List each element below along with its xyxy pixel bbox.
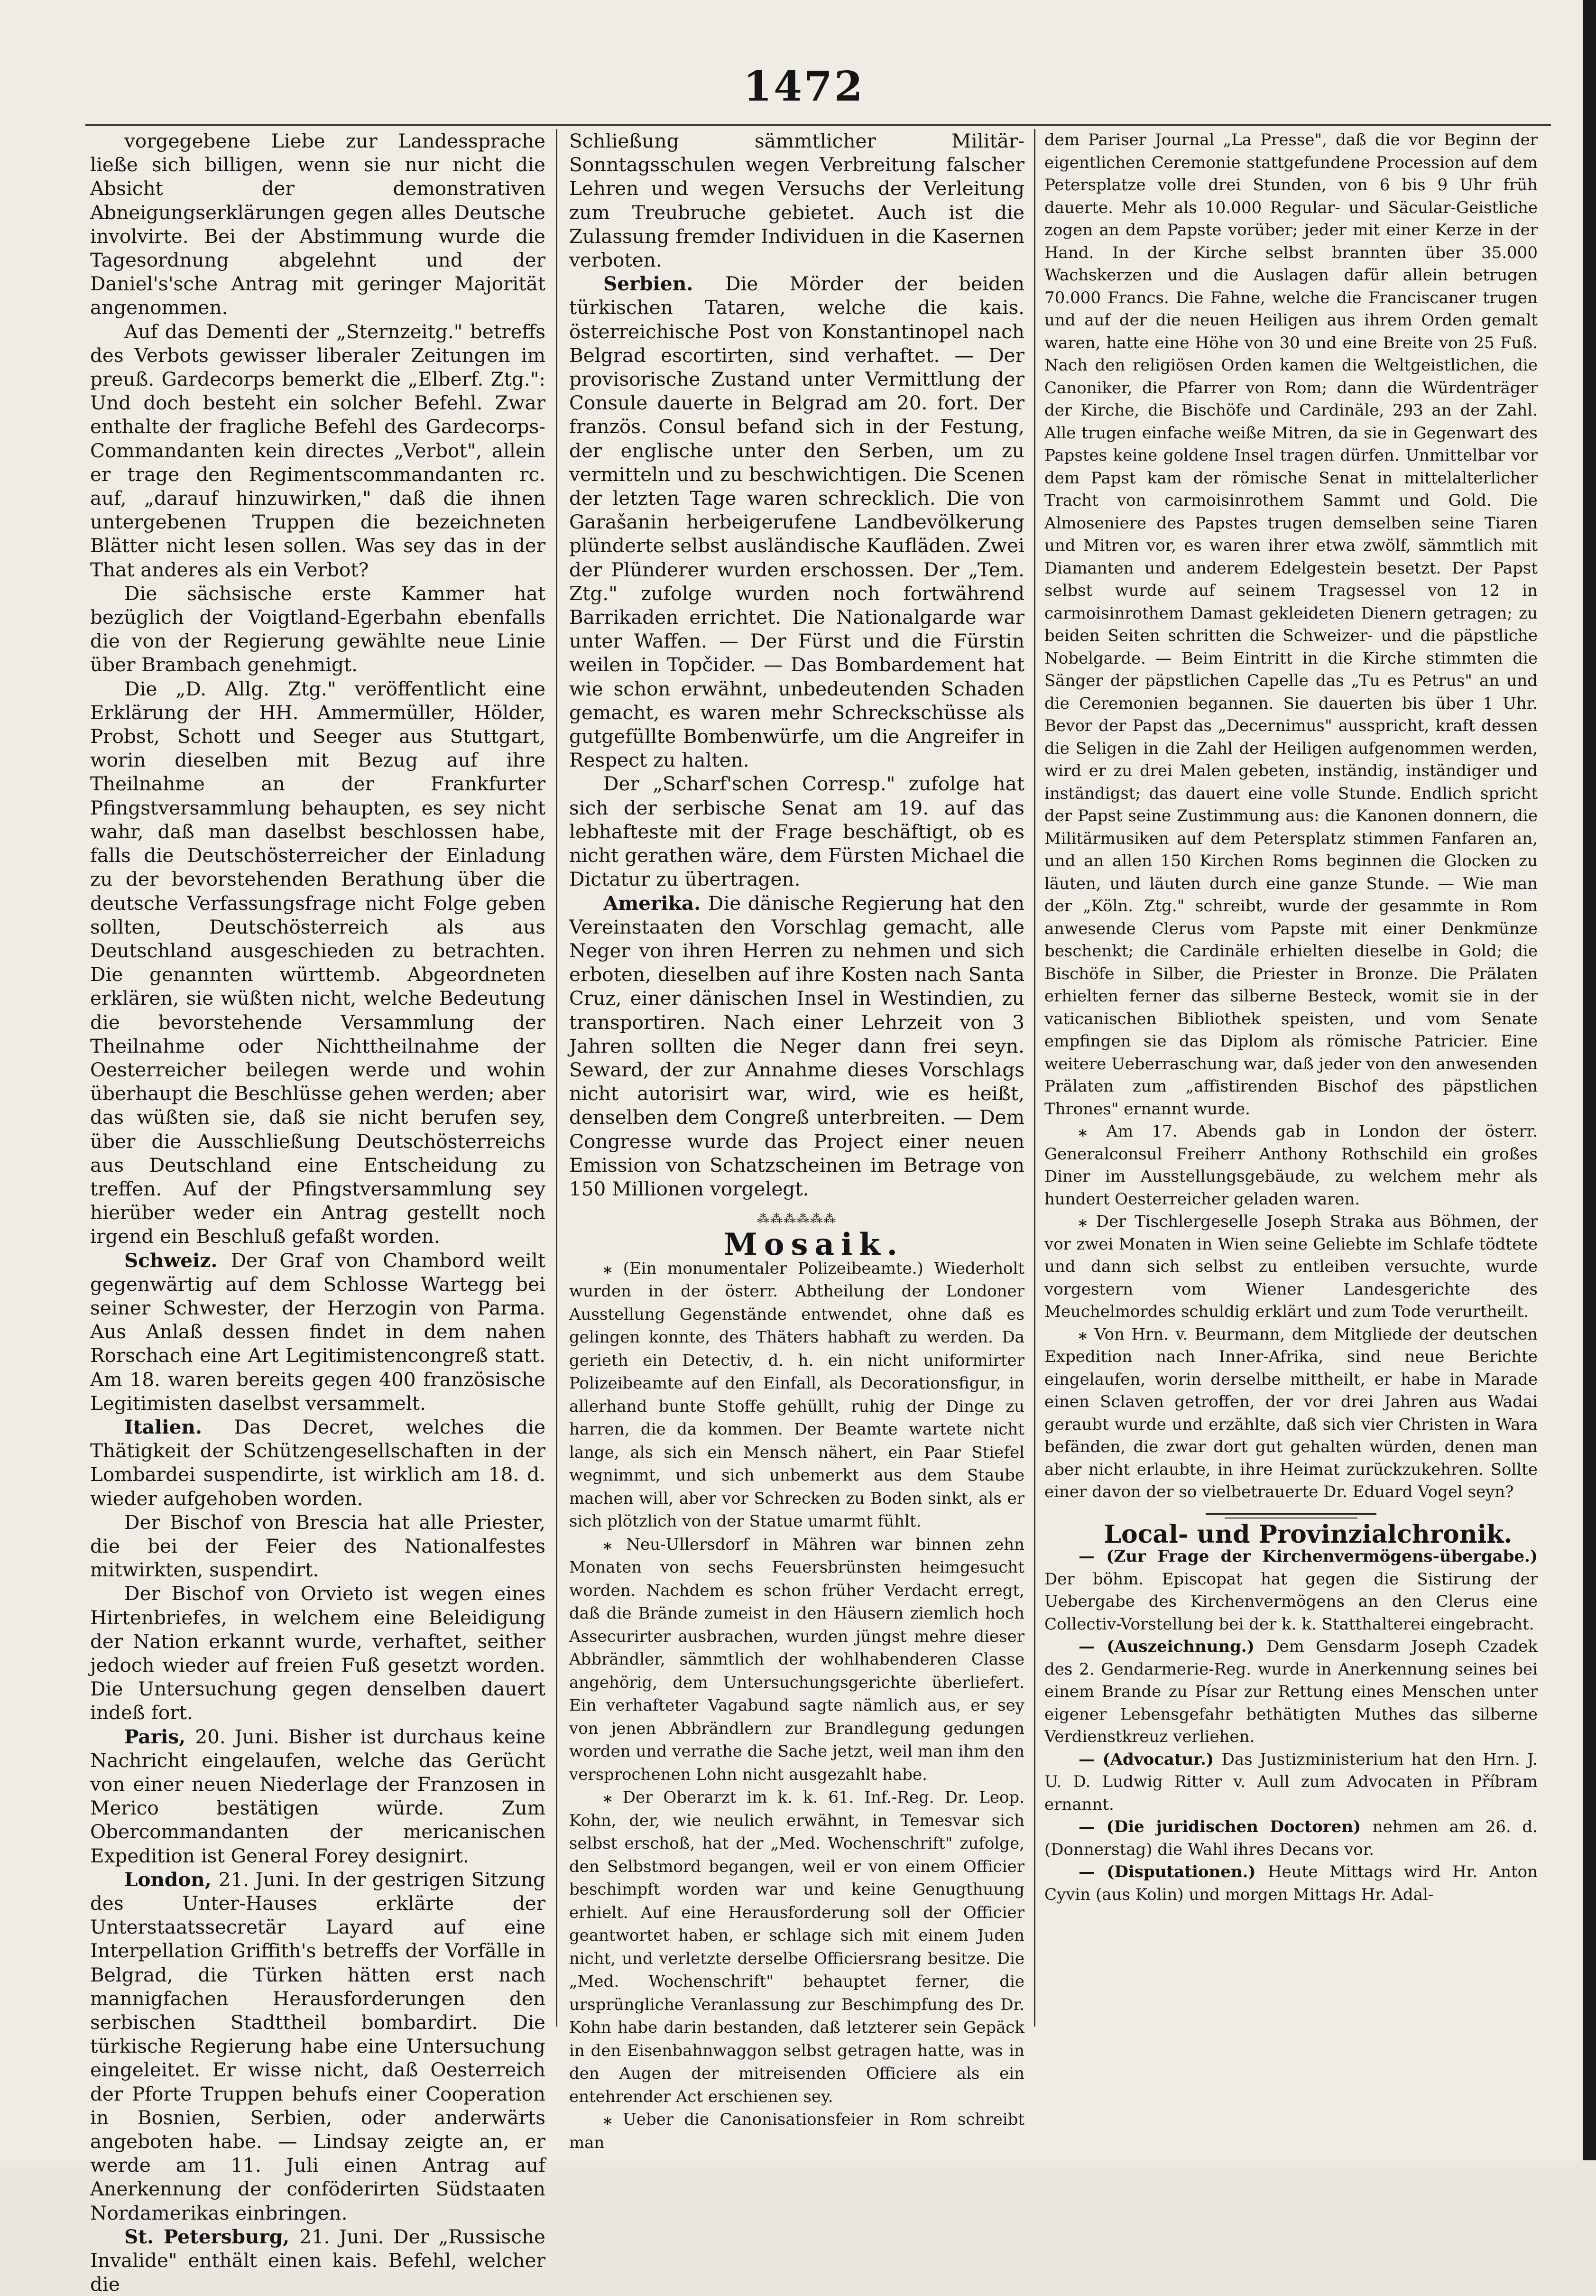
chronik-title: Local- und Provinzialchronik.: [1104, 1519, 1513, 1549]
paragraph-text: dem Pariser Journal „La Presse", daß die vor Beginn der eigentlichen Ceremonie stattgefundene Procession auf dem Petersplatze volle drei Stunden, von 6 bis 9 Uhr früh dauerte. Mehr als 10.000 Regular- und Säcular-Geistliche zogen an dem Papste vorüber; jeder mit einer Kerze in der Hand. In der Kirche selbst brannten über 35.000 Wachskerzen und die Auslagen dafür allein betrugen 70.000 Francs. Die Fahne, welche die Franciscaner trugen und auf der die neuen Heiligen aus ihrem Orden gemalt waren, hatte eine Höhe von 30 und eine Breite von 25 Fuß. Nach den religiösen Orden kamen die Weltgeistlichen, die Canoniker, die Pfarrer von Rom; dann die Würdenträger der Kirche, die Bischöfe und Cardinäle, 293 an der Zahl. Alle trugen einfache weiße Mitren, da sie in Gegenwart des Papstes keine goldene Insel tragen dürfen. Unmittelbar vor dem Papst kam der römische Senat in mittelalterlicher Tracht von carmoisinrothem Sammt und Gold. Die Almoseniere des Papstes trugen demselben seine Tiaren und Mitren vor, es waren ihrer etwa zwölf, sämmtlich mit Diamanten und anderem Edelgestein besetzt. Der Papst selbst wurde auf seinem Tragsessel von 12 in carmoisinrothem Damast gekleideten Dienern getragen; zu beiden Seiten schritten die Schweizer- und die päpstliche Nobelgarde. — Beim Eintritt in die Kirche stimmten die Sänger der päpstlichen Capelle das „Tu es Petrus" an und die Ceremonien begannen. Sie dauerten bis über 1 Uhr. Bevor der Papst das „Decernimus" ausspricht, kraft dessen die Seligen in die Zahl der Heiligen aufgenommen werden, wird er zu drei Malen gebeten, inständig, inständiger und inständigst; das dauert eine volle Stunde. Endlich spricht der Papst seine Zustimmung aus: die Kanonen donnern, die Militärmusiken auf dem Petersplatz stimmen Fanfaren an, und an allen 150 Kirchen Roms beginnen die Glocken zu läuten, und läuten durch eine ganze Stunde. — Wie man der „Köln. Ztg." schreibt, wurde der gesammte in Rom anwesende Clerus vom Papste mit einer Denkmünze beschenkt; die Cardinäle erhielten dieselbe in Gold; die Bischöfe in Silber, die Priester in Bronze. Die Prälaten erhielten ferner das silberne Besteck, womit sie in der vaticanischen Bibliothek speisten, und vom Senate empfingen sie das Diplom als römische Patricier. Eine weitere Ueberraschung war, daß jeder von den anwesenden Prälaten zum „affistirenden Bischof des päpstlichen Thrones" ernannt wurde.: [1044, 130, 1538, 1119]
section-rule: [1206, 1513, 1376, 1515]
asterism-mark: ⁎: [603, 1259, 623, 1278]
news-paragraph: [90, 1249, 545, 1415]
news-paragraph: [1044, 129, 1538, 1120]
chronik-item: [1044, 1816, 1538, 1861]
column-1: [90, 129, 545, 2296]
paragraph-text: Der „Scharf'schen Corresp." zufolge hat sich der serbische Senat am 19. auf das lebhafteste mit der Frage beschäftigt, ob es nicht gerathen wäre, dem Fürsten Michael die Dictatur zu übertragen.: [569, 772, 1024, 891]
headline-lead: — (Auszeichnung.): [1079, 1637, 1267, 1656]
news-paragraph: [569, 129, 1024, 272]
headline-lead: — (Disputationen.): [1079, 1862, 1268, 1881]
paragraph-text: nehmen am 26. d. (Donnerstag) die Wahl ihres Decans vor.: [1044, 1817, 1538, 1859]
paragraph-text: 20. Juni. Bisher ist durchaus keine Nachricht eingelaufen, welche das Gerücht von einer neuen Niederlage der Franzosen in Merico bestätigen würde. Zum Obercommandanten der mericanischen Expedition ist General Forey designirt.: [90, 1725, 545, 1867]
paragraph-text: Von Hrn. v. Beurmann, dem Mitgliede der deutschen Expedition nach Inner-Afrika, sind neue Berichte eingelaufen, worin derselbe mittheilt, er habe in Marade einen Sclaven getroffen, der vor drei Jahren aus Wadai geraubt wurde und erzählte, daß sich vier Christen in Wara befänden, die zwar dort gut gehalten würden, denen man aber nicht erlaubte, in ihre Heimat zurückzukehren. Sollte einer davon der so vielbetrauerte Dr. Eduard Vogel seyn?: [1044, 1324, 1538, 1501]
headline-lead: — (Die juridischen Doctoren): [1079, 1817, 1373, 1836]
paragraph-text: Heute Mittags wird Hr. Anton Cyvin (aus Kolin) und morgen Mittags Hr. Adal-: [1044, 1862, 1538, 1904]
asterism-mark: ⁎: [603, 2110, 623, 2129]
asterism-mark: ⁎: [603, 1535, 627, 1554]
paragraph-text: Der Tischlergeselle Joseph Straka aus Böhmen, der vor zwei Monaten in Wien seine Geliebte im Schlafe tödtete und dann sich selbst zu entleiben versuchte, wurde vorgestern vom Wiener Landesgerichte des Meuchelmordes schuldig erklärt und zum Tode verurtheilt.: [1044, 1212, 1538, 1321]
paragraph-text: Neu-Ullersdorf in Mähren war binnen zehn Monaten von sechs Feuersbrünsten heimgesucht worden. Nachdem es schon früher Verdacht erregt, daß die Brände zumeist in den Häusern ziemlich hoch Assecurirter ausbrachen, wurden jüngst mehre dieser Abbrändler, sämmtlich der wohlhabenderen Classe angehörig, dem Untersuchungsgerichte überliefert. Ein verhafteter Vagabund sagte nämlich aus, er sey von jenen Abbrändlern zur Brandlegung gedungen worden und verrathe die Sache jetzt, weil man ihm den versprochenen Lohn nicht ausgezahlt habe.: [569, 1535, 1024, 1784]
paragraph-text: Ueber die Canonisationsfeier in Rom schreibt man: [569, 2110, 1024, 2152]
chronik-item: [1044, 1546, 1538, 1636]
column-divider: [556, 129, 557, 2027]
news-paragraph: [569, 772, 1024, 891]
paragraph-text: Auf das Dementi der „Sternzeitg." betreffs des Verbots gewisser liberaler Zeitungen im preuß. Gardecorps bemerkt die „Elberf. Ztg.": Und doch besteht ein solcher Befehl. Zwar enthalte der fragliche Befehl des Gardecorps-Commandanten kein directes „Verbot", allein er trage den Regimentscommandanten rc. auf, „darauf hinzuwirken," daß die ihnen untergebenen Truppen die bezeichneten Blätter nicht lesen sollen. Was sey das in der That anderes als ein Verbot?: [90, 320, 545, 581]
news-paragraph: [90, 320, 545, 582]
news-paragraph: [1044, 1120, 1538, 1211]
asterism-mark: ⁎: [1079, 1324, 1095, 1344]
paragraph-text: Die dänische Regierung hat den Vereinstaaten den Vorschlag gemacht, alle Neger von ihren Herren zu nehmen und sich erboten, dieselben auf ihre Kosten nach Santa Cruz, einer dänischen Insel in Westindien, zu transportiren. Nach einer Lehrzeit von 3 Jahren sollten die Neger dann frei seyn. Seward, der zur Annahme dieses Vorschlags nicht autorisirt war, wird, wie es heißt, denselben dem Congreß unterbreiten. — Dem Congresse wurde das Project einer neuen Emission von Schatzscheinen im Betrage von 150 Millionen vorgelegt.: [569, 891, 1024, 1200]
news-paragraph: [90, 2225, 545, 2296]
headline-lead: Serbien.: [603, 272, 725, 296]
asterism-mark: ⁎: [1079, 1122, 1107, 1141]
headline-lead: Amerika.: [603, 891, 708, 915]
news-paragraph: [90, 1725, 545, 1868]
news-paragraph: [569, 272, 1024, 772]
chronik-item: [1044, 1749, 1538, 1816]
news-paragraph: [90, 1582, 545, 1724]
header-rule: [85, 124, 1551, 126]
headline-lead: Italien.: [124, 1415, 234, 1438]
paragraph-text: 21. Juni. Der „Russische Invalide" enthält einen kais. Befehl, welcher die: [90, 2225, 546, 2296]
paragraph-text: Die sächsische erste Kammer hat bezüglich der Voigtland-Egerbahn ebenfalls die von der Regierung gewählte neue Linie über Brambach genehmigt.: [90, 582, 545, 676]
paragraph-text: (Ein monumentaler Polizeibeamte.) Wiederholt wurden in der österr. Abtheilung der Londoner Ausstellung Gegenstände entwendet, ohne daß es gelingen konnte, des Thäters habhaft zu werden. Da gerieth ein Detectiv, d. h. ein nicht uniformirter Polizeibeamte auf den Einfall, als Decorationsfigur, in allerhand bunte Stoffe gehüllt, ruhig der Dinge zu harren, die da kommen. Der Beamte wartete nicht lange, als sich ein Mensch nähert, ein Paar Stiefel wegnimmt, und sich unbemerkt aus dem Staube machen will, aber vor Schrecken zu Boden sinkt, als er sich plötzlich von der Statue umarmt fühlt.: [569, 1259, 1024, 1531]
paragraph-text: Der Graf von Chambord weilt gegenwärtig auf dem Schlosse Wartegg bei seiner Schwester, der Herzogin von Parma. Aus Anlaß dessen findet in dem nahen Rorschach eine Art Legitimistencongreß statt. Am 18. waren bereits gegen 400 französische Legitimisten daselbst versammelt.: [90, 1249, 545, 1415]
mosaik-item: [569, 1257, 1024, 1533]
headline-lead: London,: [124, 1868, 219, 1891]
paragraph-text: Der Bischof von Brescia hat alle Priester, die bei der Feier des Nationalfestes mitwirkten, suspendirt.: [90, 1510, 545, 1582]
paragraph-text: Am 17. Abends gab in London der österr. Generalconsul Freiherr Anthony Rothschild ein großes Diner im Ausstellungsgebäude, zu welchem mehr als hundert Oesterreicher geladen waren.: [1044, 1122, 1538, 1209]
mosaik-title: Mosaik.: [724, 1227, 904, 1263]
paragraph-text: Der böhm. Episcopat hat gegen die Sistirung der Uebergabe des Kirchenvermögens an den Clerus eine Collectiv-Vorstellung bei der k. k. Statthalterei eingebracht.: [1044, 1569, 1538, 1634]
news-paragraph: [90, 677, 545, 1249]
paragraph-text: Schließung sämmtlicher Militär-Sonntagsschulen wegen Verbreitung falscher Lehren und wegen Versuchs der Verleitung zum Treubruche gebietet. Auch ist die Zulassung fremder Individuen in die Kasernen verboten.: [569, 130, 1024, 272]
news-paragraph: [90, 129, 545, 320]
news-paragraph: [90, 582, 545, 677]
headline-lead: — (Zur Frage der Kirchenvermögens-übergabe.): [1079, 1547, 1538, 1566]
headline-lead: Paris,: [124, 1725, 195, 1748]
mosaik-item: [569, 2108, 1024, 2154]
headline-lead: St. Petersburg,: [124, 2225, 300, 2248]
headline-lead: Schweiz.: [124, 1249, 231, 1272]
section-ornament: ⁂⁂⁂⁂⁂⁂: [757, 1212, 837, 1227]
asterism-mark: ⁎: [1079, 1212, 1096, 1231]
column-3: [1044, 129, 1538, 1906]
chronik-item: [1044, 1861, 1538, 1906]
paragraph-text: Dem Gensdarm Joseph Czadek des 2. Gendarmerie-Reg. wurde in Anerkennung seines bei einem Brande zu Písar zur Rettung eines Menschen unter eigener Lebensgefahr bethätigten Muthes das silberne Verdienstkreuz verliehen.: [1044, 1637, 1538, 1746]
news-paragraph: [569, 891, 1024, 1201]
news-paragraph: [1044, 1211, 1538, 1324]
paragraph-text: vorgegebene Liebe zur Landessprache ließe sich billigen, wenn sie nur nicht die Absicht der demonstrativen Abneigungserklärungen gegen alles Deutsche involvirte. Bei der Abstimmung wurde die Tagesordnung abgelehnt und der Daniel's'sche Antrag mit geringer Majorität angenommen.: [90, 130, 545, 319]
asterism-mark: ⁎: [603, 1788, 623, 1807]
column-2: [569, 129, 1024, 2154]
chronik-item: [1044, 1636, 1538, 1749]
column-divider: [1034, 129, 1035, 2027]
news-paragraph: [1044, 1324, 1538, 1504]
news-paragraph: [90, 1510, 545, 1582]
paragraph-text: Die „D. Allg. Ztg." veröffentlicht eine Erklärung der HH. Ammermüller, Hölder, Probst, Schott und Seeger aus Stuttgart, worin dieselben mit Bezug auf ihre Theilnahme an der Frankfurter Pfingstversammlung behaupten, es sey nicht wahr, daß man daselbst beschlossen habe, falls die Deutschösterreicher der Einladung zu der bevorstehenden Berathung über die deutsche Verfassungsfrage nicht Folge geben sollten, Deutschösterreich als aus Deutschland ausgeschieden zu betrachten. Die genannten württemb. Abgeordneten erklären, sie wüßten nicht, welche Bedeutung die bevorstehende Versammlung der Theilnahme oder Nichttheilnahme der Oesterreicher beilegen werde und wohin überhaupt die Beschlüsse gehen werden; aber das wüßten sie, daß sie nicht berufen sey, über die Ausschließung Deutschösterreichs aus Deutschland eine Entscheidung zu treffen. Auf der Pfingstversammlung sey hierüber weder ein Antrag gestellt noch irgend ein Beschluß gefaßt worden.: [90, 677, 545, 1248]
page-number: 1472: [743, 63, 865, 111]
paragraph-text: Der Bischof von Orvieto ist wegen eines Hirtenbriefes, in welchem eine Beleidigung der Nation erkannt wurde, verhaftet, seither jedoch wieder auf freien Fuß gesetzt worden. Die Untersuchung gegen denselben dauert indeß fort.: [90, 1582, 545, 1724]
mosaik-item: [569, 1786, 1024, 2108]
paragraph-text: Das Justizministerium hat den Hrn. J. U. D. Ludwig Ritter v. Aull zum Advocaten in Příbram ernannt.: [1044, 1750, 1538, 1814]
paragraph-text: 21. Juni. In der gestrigen Sitzung des Unter-Hauses erklärte der Unterstaatssecretär Layard auf eine Interpellation Griffith's betreffs der Vorfälle in Belgrad, die Türken hätten erst nach mannigfachen Herausforderungen den serbischen Stadttheil bombardirt. Die türkische Regierung habe eine Untersuchung eingeleitet. Er wisse nicht, daß Oesterreich der Pforte Truppen behufs einer Cooperation in Bosnien, Serbien, oder anderwärts angeboten habe. — Lindsay zeigte an, er werde am 11. Juli einen Antrag auf Anerkennung der conföderirten Südstaaten Nordamerikas einbringen.: [90, 1868, 545, 2224]
scan-edge: [1583, 0, 1596, 2160]
paragraph-text: Die Mörder der beiden türkischen Tataren, welche die kais. österreichische Post von Konstantinopel nach Belgrad escortirten, sind verhaftet. — Der provisorische Zustand unter Vermittlung der Consule dauerte in Belgrad am 20. fort. Der französ. Consul befand sich in der Festung, der englische unter den Serben, um zu vermitteln und zu beschwichtigen. Die Scenen der letzten Tage waren schrecklich. Die von Garašanin herbeigerufene Landbevölkerung plünderte selbst ausländische Kaufläden. Zwei der Plünderer wurden erschossen. Der „Tem. Ztg." zufolge wurden noch fortwährend Barrikaden errichtet. Die Nationalgarde war unter Waffen. — Der Fürst und die Fürstin weilen in Topčider. — Das Bombardement hat wie schon erwähnt, unbedeutenden Schaden gemacht, es waren mehr Schreckschüsse als gutgefüllte Bombenwürfe, um die Angreifer in Respect zu halten.: [569, 272, 1024, 772]
paragraph-text: Der Oberarzt im k. k. 61. Inf.-Reg. Dr. Leop. Kohn, der, wie neulich erwähnt, in Temesvar sich selbst erschoß, hat der „Med. Wochenschrift" zufolge, den Selbstmord begangen, weil er von einem Officier beschimpft worden war und keine Genugthuung erhielt. Auf eine Herausforderung soll der Officier geantwortet haben, er schlage sich mit einem Juden nicht, und verletzte derselbe Officiersrang besitze. Die „Med. Wochenschrift" behauptet ferner, die ursprüngliche Veranlassung zur Beschimpfung des Dr. Kohn habe darin bestanden, daß letzterer sein Gepäck in den Eisenbahnwaggon selbst getragen hatte, was in den Augen der mitreisenden Officiere als ein entehrender Act erschienen sey.: [569, 1788, 1024, 2106]
paragraph-text: Das Decret, welches die Thätigkeit der Schützengesellschaften in der Lombardei suspendirte, ist wirklich am 18. d. wieder aufgehoben worden.: [90, 1415, 546, 1510]
news-paragraph: [90, 1415, 545, 1510]
mosaik-item: [569, 1533, 1024, 1787]
headline-lead: — (Advocatur.): [1079, 1750, 1222, 1769]
news-paragraph: [90, 1868, 545, 2225]
